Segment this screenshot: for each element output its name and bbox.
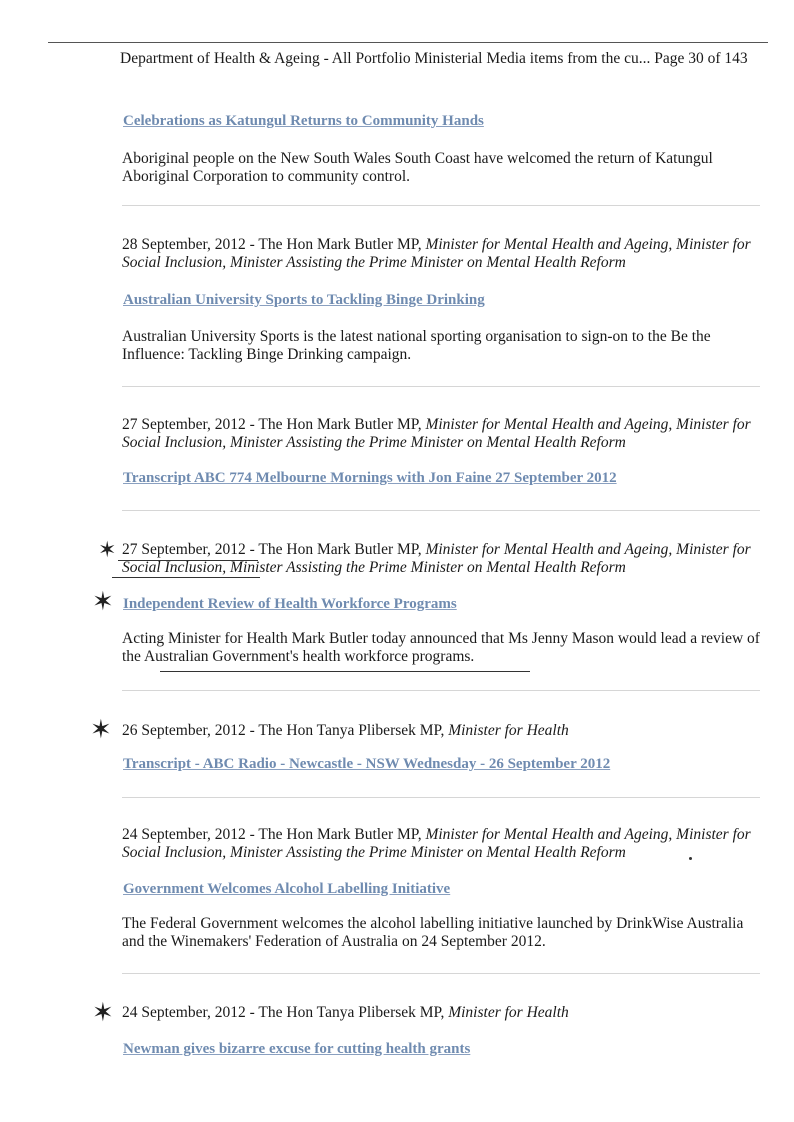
- asterisk-icon: ✶: [92, 587, 114, 617]
- item-title-link[interactable]: Transcript ABC 774 Melbourne Mornings with Jon Faine 27 September 2012: [123, 470, 617, 486]
- item-summary: Aboriginal people on the New South Wales South Coast have welcomed the return of Katungul Aboriginal Corporation to community control.: [122, 150, 713, 185]
- item-date: 24 September, 2012 - The Hon Mark Butler MP,: [122, 826, 426, 843]
- divider: [122, 690, 760, 691]
- divider: [122, 205, 760, 206]
- item-summary: Australian University Sports is the latest national sporting organisation to sign-on to the Be the Influence: Tackling Binge Drinking campaign.: [122, 328, 711, 363]
- item-dateline: [122, 541, 762, 577]
- divider: [122, 510, 760, 511]
- top-rule: [48, 42, 768, 43]
- page-header: Department of Health & Ageing - All Portfolio Ministerial Media items from the cu... Page 30 of 143: [120, 50, 748, 67]
- item-dateline: [122, 416, 762, 452]
- item-title-link[interactable]: Celebrations as Katungul Returns to Community Hands: [123, 113, 484, 129]
- item-date: 28 September, 2012 - The Hon Mark Butler MP,: [122, 236, 426, 253]
- asterisk-icon: ✶: [98, 538, 117, 563]
- item-summary: The Federal Government welcomes the alcohol labelling initiative launched by DrinkWise Australia and the Winemakers' Federation of Australia on 24 September 2012.: [122, 915, 744, 950]
- item-title-link[interactable]: Newman gives bizarre excuse for cutting health grants: [123, 1041, 471, 1057]
- item-dateline: [122, 236, 762, 272]
- item-dateline: [122, 826, 762, 862]
- asterisk-icon: ✶: [92, 998, 114, 1028]
- item-role: Minister for Mental Health and Ageing, Minister for Social Inclusion, Minister Assisting the Prime Minister on Mental Health Reform: [122, 541, 751, 576]
- item-date: 27 September, 2012 - The Hon Mark Butler MP,: [122, 541, 426, 558]
- item-title-link[interactable]: Government Welcomes Alcohol Labelling Initiative: [123, 881, 451, 897]
- item-title-link[interactable]: Australian University Sports to Tackling Binge Drinking: [123, 292, 485, 308]
- item-title-link[interactable]: Transcript - ABC Radio - Newcastle - NSW Wednesday - 26 September 2012: [123, 756, 611, 772]
- item-dateline: [122, 1004, 762, 1022]
- item-role: Minister for Mental Health and Ageing, Minister for Social Inclusion, Minister Assisting the Prime Minister on Mental Health Reform: [122, 236, 751, 271]
- pen-underline: [160, 671, 530, 672]
- pen-underline: [118, 560, 258, 561]
- item-title-link[interactable]: Independent Review of Health Workforce Programs: [123, 596, 457, 612]
- divider: [122, 386, 760, 387]
- item-role: Minister for Health: [448, 1004, 569, 1021]
- item-role: Minister for Mental Health and Ageing, Minister for Social Inclusion, Minister Assisting the Prime Minister on Mental Health Reform: [122, 826, 751, 861]
- item-date: 24 September, 2012 - The Hon Tanya Plibersek MP,: [122, 1004, 449, 1021]
- item-role: Minister for Health: [448, 722, 569, 739]
- item-role: Minister for Mental Health and Ageing, Minister for Social Inclusion, Minister Assisting the Prime Minister on Mental Health Reform: [122, 416, 751, 451]
- divider: [122, 973, 760, 974]
- item-date: 26 September, 2012 - The Hon Tanya Plibersek MP,: [122, 722, 449, 739]
- item-summary: Acting Minister for Health Mark Butler today announced that Ms Jenny Mason would lead a review of the Australian Government's health workforce programs.: [122, 630, 760, 665]
- scan-speck: [689, 857, 692, 860]
- pen-underline: [112, 577, 260, 578]
- item-dateline: [122, 722, 762, 740]
- divider: [122, 797, 760, 798]
- item-date: 27 September, 2012 - The Hon Mark Butler MP,: [122, 416, 426, 433]
- asterisk-icon: ✶: [90, 715, 112, 745]
